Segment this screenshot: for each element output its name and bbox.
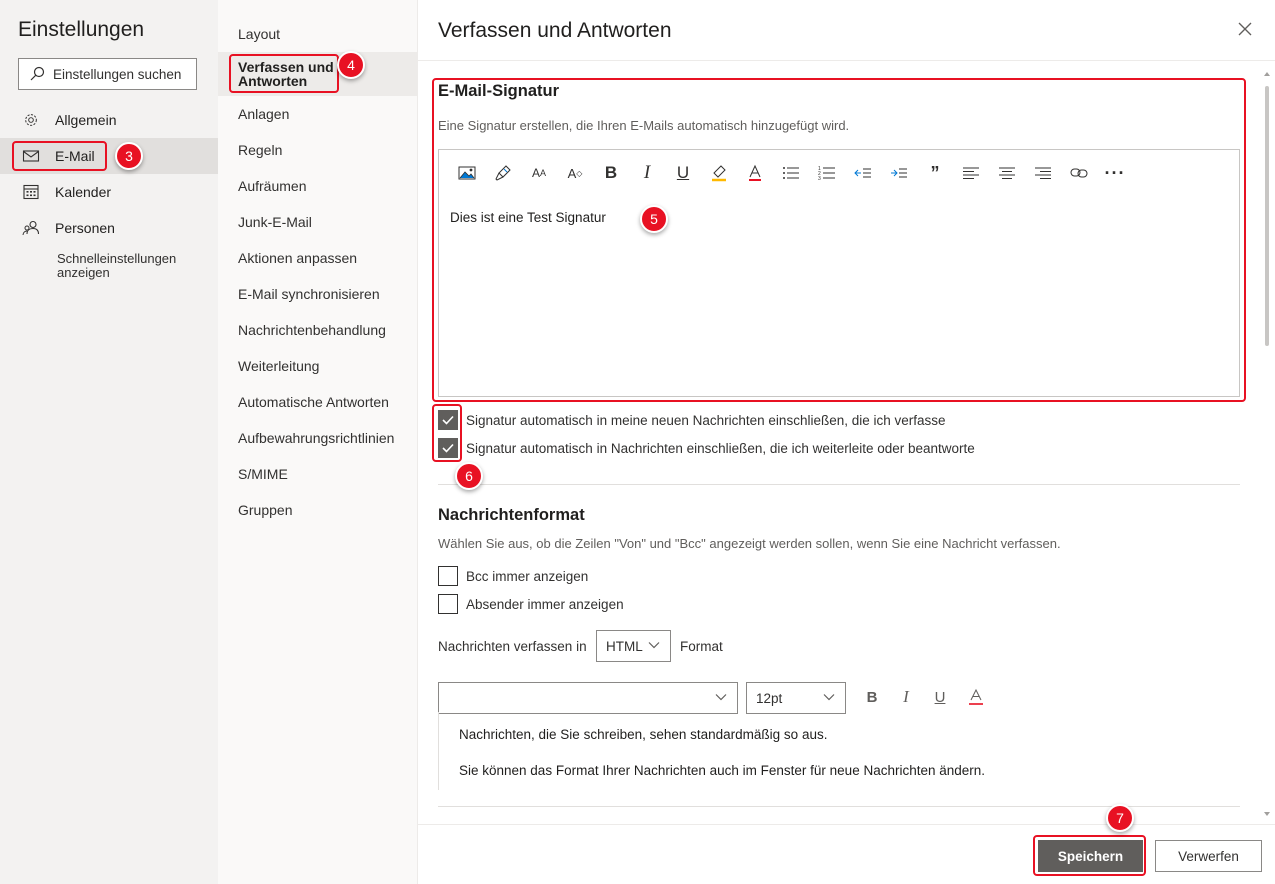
default-underline-icon[interactable]: U: [934, 688, 946, 706]
preview-line-2: Sie können das Format Ihrer Nachrichten auch im Fenster für neue Nachrichten ändern.: [459, 763, 986, 778]
scroll-down-icon[interactable]: [1263, 810, 1271, 818]
font-color-icon[interactable]: [737, 162, 773, 184]
chevron-down-icon: [648, 641, 660, 649]
checkbox-checked[interactable]: [438, 410, 458, 430]
panel-title: Verfassen und Antworten: [438, 19, 672, 42]
annotation-badge: 4: [337, 51, 365, 79]
menu-item-forwarding[interactable]: Weiterleitung: [238, 358, 320, 374]
people-icon: [22, 220, 40, 236]
chevron-down-icon: [823, 693, 835, 701]
header-divider: [418, 60, 1275, 61]
menu-item-groups[interactable]: Gruppen: [238, 502, 293, 518]
menu-item-retention[interactable]: Aufbewahrungsrichtlinien: [238, 430, 395, 446]
menu-item-attachments[interactable]: Anlagen: [238, 106, 290, 122]
bullets-icon[interactable]: [773, 162, 809, 184]
annotation-badge: 3: [115, 142, 143, 170]
numbering-icon[interactable]: [809, 162, 845, 184]
font-size-dropdown[interactable]: [746, 682, 846, 714]
menu-item-handling[interactable]: Nachrichtenbehandlung: [238, 322, 386, 338]
font-size-icon[interactable]: A A: [531, 166, 547, 180]
mail-settings-menu: [218, 0, 418, 884]
annotation-badge: 7: [1106, 804, 1134, 832]
nav-label: Allgemein: [55, 112, 117, 128]
signature-editor[interactable]: [438, 149, 1240, 397]
auto-signature-reply-checkbox[interactable]: [438, 438, 975, 458]
nav-item-general[interactable]: [0, 102, 218, 138]
signature-description: Eine Signatur erstellen, die Ihren E-Mails automatisch hinzugefügt wird.: [438, 118, 850, 133]
settings-title: Einstellungen: [18, 18, 145, 41]
checkbox-unchecked[interactable]: [438, 566, 458, 586]
mail-icon: [22, 148, 40, 164]
editor-toolbar: [449, 162, 1133, 184]
compose-format-dropdown[interactable]: [596, 630, 671, 662]
format-description: Wählen Sie aus, ob die Zeilen "Von" und "Bcc" angezeigt werden sollen, wenn Sie eine Nachricht verfassen.: [438, 536, 1061, 551]
underline-icon[interactable]: U: [676, 163, 690, 182]
quick-settings-link[interactable]: Schnelleinstellungen anzeigen: [57, 251, 177, 280]
save-button[interactable]: Speichern: [1038, 840, 1143, 872]
checkbox-unchecked[interactable]: [438, 594, 458, 614]
nav-item-calendar[interactable]: [0, 174, 218, 210]
check-icon: [442, 415, 454, 425]
auto-signature-new-checkbox[interactable]: [438, 410, 946, 430]
menu-item-sweep[interactable]: Aufräumen: [238, 178, 307, 194]
search-placeholder: Einstellungen suchen: [53, 66, 182, 82]
footer-divider: [418, 824, 1275, 825]
superscript-icon[interactable]: A ◇: [567, 165, 583, 181]
link-icon[interactable]: [1061, 162, 1097, 184]
signature-section-title: E-Mail-Signatur: [438, 82, 560, 100]
svg-text:2: 2: [818, 171, 821, 177]
font-size-value: 12pt: [756, 690, 783, 706]
search-icon: [29, 66, 45, 82]
nav-item-people[interactable]: [0, 210, 218, 246]
calendar-icon: [22, 184, 40, 200]
checkbox-label: Signatur automatisch in Nachrichten einschließen, die ich weiterleite oder beantworte: [466, 440, 975, 456]
close-icon[interactable]: [1236, 20, 1254, 38]
compose-format-value: HTML: [606, 638, 643, 654]
menu-item-sync[interactable]: E-Mail synchronisieren: [238, 286, 380, 302]
format-preview: [438, 712, 1240, 790]
chevron-down-icon: [715, 693, 727, 701]
decrease-indent-icon[interactable]: [845, 162, 881, 184]
default-font-color-icon[interactable]: [965, 686, 987, 708]
annotation-badge: 6: [455, 462, 483, 490]
scroll-thumb[interactable]: [1265, 86, 1269, 346]
checkbox-checked[interactable]: [438, 438, 458, 458]
more-options-icon[interactable]: ···: [1104, 162, 1126, 183]
default-bold-icon[interactable]: B: [866, 688, 878, 706]
section-divider: [438, 484, 1240, 485]
gear-icon: [22, 112, 40, 128]
sender-checkbox[interactable]: [438, 594, 624, 614]
checkbox-label: Bcc immer anzeigen: [466, 568, 589, 584]
default-italic-icon[interactable]: I: [903, 687, 909, 706]
nav-label: Personen: [55, 220, 115, 236]
compose-format-suffix: Format: [680, 639, 723, 654]
bcc-checkbox[interactable]: [438, 566, 588, 586]
svg-text:1: 1: [818, 166, 821, 172]
settings-search-input[interactable]: [18, 58, 197, 90]
nav-label: E-Mail: [55, 148, 95, 164]
menu-item-compose-reply[interactable]: Verfassen und Antworten: [218, 52, 417, 96]
nav-label: Kalender: [55, 184, 112, 200]
scroll-up-icon[interactable]: [1263, 70, 1271, 78]
bold-icon[interactable]: B: [604, 163, 618, 182]
insert-image-icon[interactable]: [449, 162, 485, 184]
menu-item-actions[interactable]: Aktionen anpassen: [238, 250, 358, 266]
quote-icon[interactable]: ”: [930, 162, 940, 183]
discard-button[interactable]: Verwerfen: [1155, 840, 1262, 872]
svg-text:3: 3: [818, 176, 821, 180]
check-icon: [442, 443, 454, 453]
signature-text[interactable]: Dies ist eine Test Signatur: [450, 210, 606, 225]
default-font-dropdown[interactable]: [438, 682, 738, 714]
align-right-icon[interactable]: [1025, 162, 1061, 184]
settings-content-pane: [418, 0, 1275, 884]
highlight-icon[interactable]: [701, 162, 737, 184]
menu-item-layout[interactable]: Layout: [238, 26, 281, 42]
preview-line-1: Nachrichten, die Sie schreiben, sehen standardmäßig so aus.: [459, 727, 828, 742]
menu-item-junk[interactable]: Junk-E-Mail: [238, 214, 312, 230]
align-center-icon[interactable]: [989, 162, 1025, 184]
scrollbar[interactable]: [1263, 70, 1271, 820]
menu-item-auto-replies[interactable]: Automatische Antworten: [238, 394, 389, 410]
align-left-icon[interactable]: [953, 162, 989, 184]
format-section-title: Nachrichtenformat: [438, 506, 585, 524]
menu-item-rules[interactable]: Regeln: [238, 142, 283, 158]
checkbox-label: Signatur automatisch in meine neuen Nachrichten einschließen, die ich verfasse: [466, 412, 946, 428]
menu-item-smime[interactable]: S/MIME: [238, 466, 288, 482]
settings-nav-pane: [0, 0, 218, 884]
checkbox-label: Absender immer anzeigen: [466, 596, 624, 612]
format-painter-icon[interactable]: [485, 162, 521, 184]
compose-format-prefix: Nachrichten verfassen in: [438, 639, 587, 654]
nav-item-mail[interactable]: [0, 138, 218, 174]
italic-icon[interactable]: I: [643, 162, 651, 183]
increase-indent-icon[interactable]: [881, 162, 917, 184]
annotation-badge: 5: [640, 205, 668, 233]
